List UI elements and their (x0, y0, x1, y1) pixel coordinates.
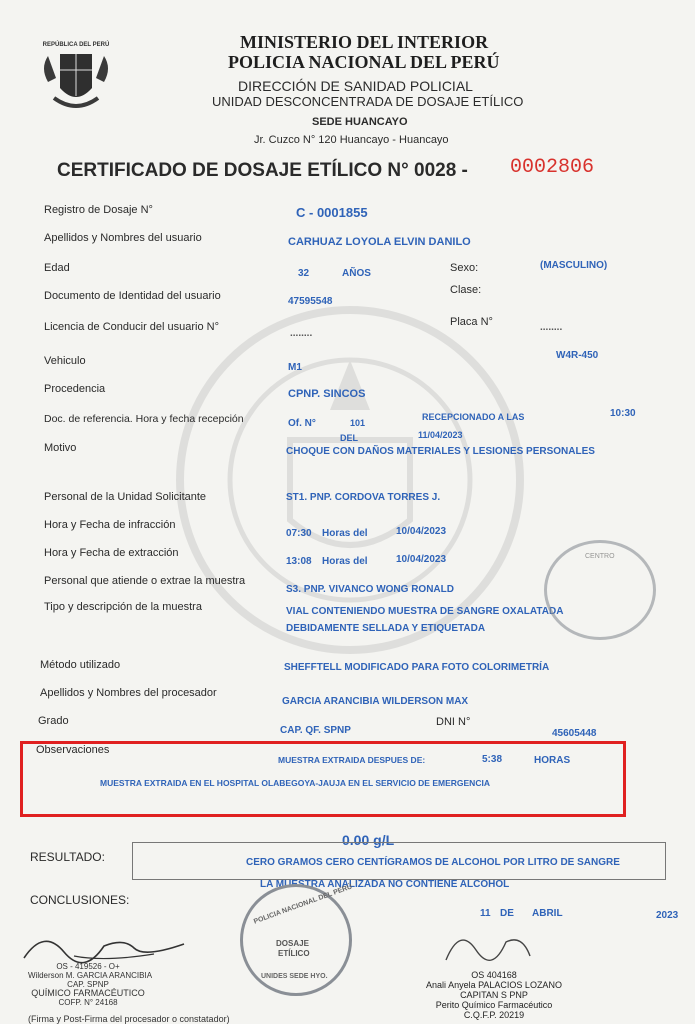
unit-title: UNIDAD DESCONCENTRADA DE DOSAJE ETÍLICO (212, 94, 524, 109)
nombres-value: CARHUAZ LOYOLA ELVIN DANILO (288, 236, 471, 248)
registro-label: Registro de Dosaje N° (44, 204, 153, 216)
resultado-conclusion: LA MUESTRA ANALIZADA NO CONTIENE ALCOHOL (260, 879, 510, 890)
observaciones-unit: HORAS (534, 755, 571, 766)
motivo-value: CHOQUE CON DAÑOS MATERIALES Y LESIONES PERSONALES (286, 446, 595, 457)
left-signature-caption: (Firma y Post-Firma del procesador o constatador) (28, 1014, 230, 1024)
documento-label: Documento de Identidad del usuario (44, 290, 221, 302)
docref-fecha: 11/04/2023 (418, 430, 463, 440)
vehiculo-label: Vehiculo (44, 355, 86, 367)
right-sig-line: C.Q.F.P. 20219 (463, 1010, 525, 1020)
direction-title: DIRECCIÓN DE SANIDAD POLICIAL (238, 78, 473, 94)
motivo-label: Motivo (44, 442, 77, 454)
conclusiones-month: ABRIL (532, 908, 563, 919)
procedencia-value: CPNP. SINCOS (288, 388, 366, 400)
resultado-value: 0.00 g/L (342, 832, 395, 848)
docref-recep: RECEPCIONADO A LAS (422, 412, 525, 422)
conclusiones-day: 11 (480, 908, 491, 919)
right-signature-block (424, 970, 564, 1020)
personal-value: ST1. PNP. CORDOVA TORRES J. (286, 492, 441, 503)
center-stamp-ring-text: UNIDES SEDE HYO. (261, 973, 328, 980)
emblem-caption: REPÚBLICA DEL PERÚ (42, 42, 110, 48)
certificate-serial: 0002806 (510, 156, 595, 179)
sexo-label: Sexo: (450, 262, 479, 274)
dni-label: DNI N° (436, 716, 471, 728)
resultado-label: RESULTADO: (30, 850, 105, 864)
docref-of: Of. N° (288, 418, 316, 429)
atiende-label: Personal que atiende o extrae la muestra (44, 575, 246, 587)
left-sig-line: Wilderson M. GARCIA ARANCIBIA (28, 971, 153, 980)
docref-num: 101 (350, 418, 366, 428)
docref-label: Doc. de referencia. Hora y fecha recepción (44, 413, 244, 425)
address: Jr. Cuzco N° 120 Huancayo - Huancayo (254, 134, 449, 146)
grado-value: CAP. QF. SPNP (280, 725, 351, 736)
tipo-line2: DEBIDAMENTE SELLADA Y ETIQUETADA (286, 623, 486, 634)
procesador-label: Apellidos y Nombres del procesador (40, 687, 217, 699)
sexo-value: (MASCULINO) (540, 260, 608, 271)
center-stamp-line: ETÍLICO (278, 949, 310, 958)
atiende-value: S3. PNP. VIVANCO WONG RONALD (286, 584, 454, 595)
sede-title: SEDE HUANCAYO (312, 116, 408, 128)
center-stamp (240, 884, 352, 996)
left-signature-icon (14, 918, 214, 968)
conclusiones-label: CONCLUSIONES: (30, 893, 130, 907)
right-stamp-text: CENTRO (585, 553, 615, 560)
extraccion-fecha: 10/04/2023 (396, 554, 447, 565)
edad-unit: AÑOS (342, 268, 371, 279)
left-sig-line: COFP. N° 24168 (58, 998, 118, 1007)
licencia-value: ........ (290, 328, 313, 339)
grado-label: Grado (38, 715, 69, 727)
registro-value: C - 0001855 (296, 205, 368, 220)
extraccion-horas-del: Horas del (322, 556, 368, 567)
procedencia-label: Procedencia (44, 383, 106, 395)
edad-label: Edad (44, 262, 70, 274)
tipo-line1: VIAL CONTENIENDO MUESTRA DE SANGRE OXALATADA (286, 606, 564, 617)
placa-label: Placa N° (450, 316, 493, 328)
peru-emblem-icon (36, 42, 116, 120)
left-sig-line: CAP. SPNP (67, 980, 109, 989)
ministry-title: MINISTERIO DEL INTERIOR (240, 32, 489, 52)
right-signature-icon (440, 920, 560, 970)
center-stamp-ring-text: POLICIA NACIONAL DEL PERÚ (252, 883, 354, 926)
right-stamp (544, 540, 656, 640)
highlight-box (20, 741, 626, 817)
metodo-value: SHEFFTELL MODIFICADO PARA FOTO COLORIMETRÍA (284, 662, 550, 673)
left-signature-block (28, 962, 153, 1007)
right-sig-line: CAPITAN S PNP (460, 990, 528, 1000)
procesador-value: GARCIA ARANCIBIA WILDERSON MAX (282, 696, 469, 707)
docref-del: DEL (340, 433, 358, 443)
placa-value: ........ (540, 322, 563, 333)
observaciones-line1: MUESTRA EXTRAIDA DESPUES DE: (278, 755, 426, 765)
edad-value: 32 (298, 268, 310, 279)
vehiculo-value: M1 (288, 362, 302, 373)
left-sig-line: QUÍMICO FARMACÉUTICO (31, 988, 145, 998)
right-sig-line: Anali Anyela PALACIOS LOZANO (426, 980, 562, 990)
dni-value: 45605448 (552, 728, 597, 739)
personal-label: Personal de la Unidad Solicitante (44, 491, 207, 503)
vehiculo-plate-value: W4R-450 (556, 350, 599, 361)
extraccion-label: Hora y Fecha de extracción (44, 547, 179, 559)
infraccion-horas-del: Horas del (322, 528, 368, 539)
nombres-label: Apellidos y Nombres del usuario (44, 232, 202, 244)
tipo-label: Tipo y descripción de la muestra (44, 601, 202, 613)
conclusiones-de: DE (500, 908, 514, 919)
docref-hora: 10:30 (610, 408, 636, 419)
extraccion-hora: 13:08 (286, 556, 312, 567)
right-sig-line: OS 404168 (471, 970, 517, 980)
center-stamp-line: DOSAJE (276, 939, 309, 948)
licencia-label: Licencia de Conducir del usuario N° (44, 321, 219, 333)
documento-value: 47595548 (288, 296, 333, 307)
left-sig-line: OS - 419526 - O+ (56, 962, 120, 971)
metodo-label: Método utilizado (40, 659, 121, 671)
observaciones-time: 5:38 (482, 754, 503, 765)
infraccion-hora: 07:30 (286, 528, 312, 539)
certificate-title: CERTIFICADO DE DOSAJE ETÍLICO N° 0028 - (57, 160, 468, 181)
resultado-box-text: CERO GRAMOS CERO CENTÍGRAMOS DE ALCOHOL POR LITRO DE SANGRE (246, 857, 620, 868)
police-title: POLICIA NACIONAL DEL PERÚ (228, 52, 500, 72)
observaciones-line2: MUESTRA EXTRAIDA EN EL HOSPITAL OLABEGOYA-JAUJA EN EL SERVICIO DE EMERGENCIA (100, 778, 490, 788)
right-sig-line: Perito Químico Farmacéutico (435, 1000, 553, 1010)
observaciones-label: Observaciones (36, 744, 110, 756)
clase-label: Clase: (450, 284, 482, 296)
infraccion-label: Hora y Fecha de infracción (44, 519, 176, 531)
conclusiones-year: 2023 (656, 910, 679, 921)
infraccion-fecha: 10/04/2023 (396, 526, 447, 537)
